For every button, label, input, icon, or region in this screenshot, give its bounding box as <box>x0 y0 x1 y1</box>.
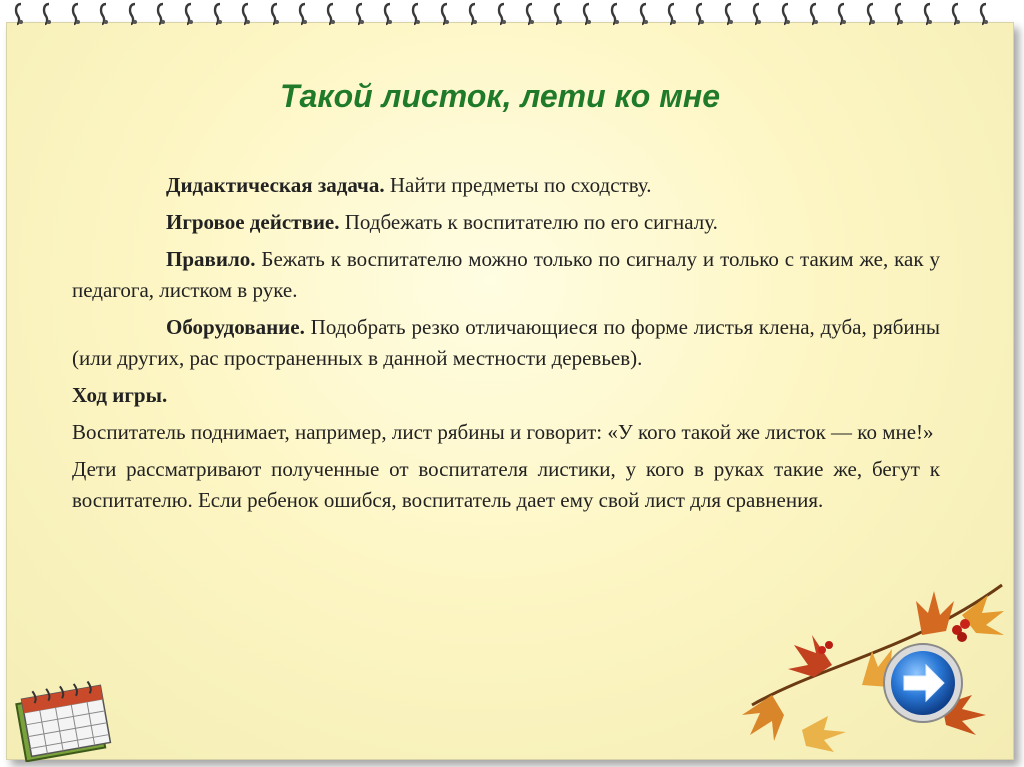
page-title: Такой листок, лети ко мне <box>280 78 720 114</box>
spiral-ring-icon <box>667 2 677 26</box>
spiral-ring-icon <box>894 2 904 26</box>
equipment-text: Подобрать резко отличающиеся по форме листья клена, дуба, рябины (или других, рас пространенных в данной местности деревьев). <box>72 315 940 370</box>
spiral-ring-icon <box>525 2 535 26</box>
spiral-ring-icon <box>383 2 393 26</box>
rule-text: Бежать к воспитателю можно только по сигналу и только с таким же, как у педагога, листком в руке. <box>72 247 940 302</box>
spiral-ring-icon <box>639 2 649 26</box>
spiral-ring-icon <box>951 2 961 26</box>
spiral-ring-icon <box>14 2 24 26</box>
spiral-ring-icon <box>213 2 223 26</box>
spiral-ring-icon <box>42 2 52 26</box>
spiral-ring-icon <box>355 2 365 26</box>
task-text: Найти предметы по сходству. <box>389 173 652 197</box>
action-label: Игровое действие. <box>166 210 340 234</box>
action-paragraph <box>72 207 940 238</box>
spiral-ring-icon <box>923 2 933 26</box>
spiral-ring-icon <box>781 2 791 26</box>
spiral-ring-icon <box>582 2 592 26</box>
rule-label: Правило. <box>166 247 256 271</box>
spiral-ring-icon <box>866 2 876 26</box>
spiral-ring-icon <box>752 2 762 26</box>
spiral-ring-icon <box>326 2 336 26</box>
calendar-icon <box>10 680 120 762</box>
spiral-ring-icon <box>724 2 734 26</box>
spiral-ring-icon <box>184 2 194 26</box>
spiral-ring-icon <box>99 2 109 26</box>
spiral-ring-icon <box>553 2 563 26</box>
spiral-ring-icon <box>440 2 450 26</box>
course-heading: Ход игры. <box>72 383 168 407</box>
game-description <box>72 170 940 522</box>
spiral-ring-icon <box>270 2 280 26</box>
spiral-ring-icon <box>128 2 138 26</box>
equipment-label: Оборудование. <box>166 315 305 339</box>
task-label: Дидактическая задача. <box>166 173 385 197</box>
spiral-ring-icon <box>695 2 705 26</box>
rule-paragraph <box>72 244 940 306</box>
spiral-ring-icon <box>298 2 308 26</box>
binder-rings <box>14 2 1014 30</box>
spiral-ring-icon <box>241 2 251 26</box>
spiral-ring-icon <box>497 2 507 26</box>
next-button[interactable] <box>880 640 966 726</box>
autumn-leaves-icon <box>712 555 1012 755</box>
spiral-ring-icon <box>156 2 166 26</box>
spiral-ring-icon <box>71 2 81 26</box>
course-paragraph-2: Дети рассматривают полученные от воспитателя листики, у кого в руках такие же, бегут к воспитателю. Если ребенок ошибся, воспитатель дает ему свой лист для сравнения. <box>72 457 940 512</box>
task-paragraph <box>72 170 940 201</box>
course-paragraph-1: Воспитатель поднимает, например, лист рябины и говорит: «У кого такой же листок — ко мне!» <box>72 420 934 444</box>
equipment-paragraph <box>72 312 940 374</box>
spiral-ring-icon <box>809 2 819 26</box>
spiral-ring-icon <box>610 2 620 26</box>
spiral-ring-icon <box>979 2 989 26</box>
spiral-ring-icon <box>411 2 421 26</box>
spiral-ring-icon <box>837 2 847 26</box>
spiral-ring-icon <box>468 2 478 26</box>
action-text: Подбежать к воспитателю по его сигналу. <box>344 210 718 234</box>
